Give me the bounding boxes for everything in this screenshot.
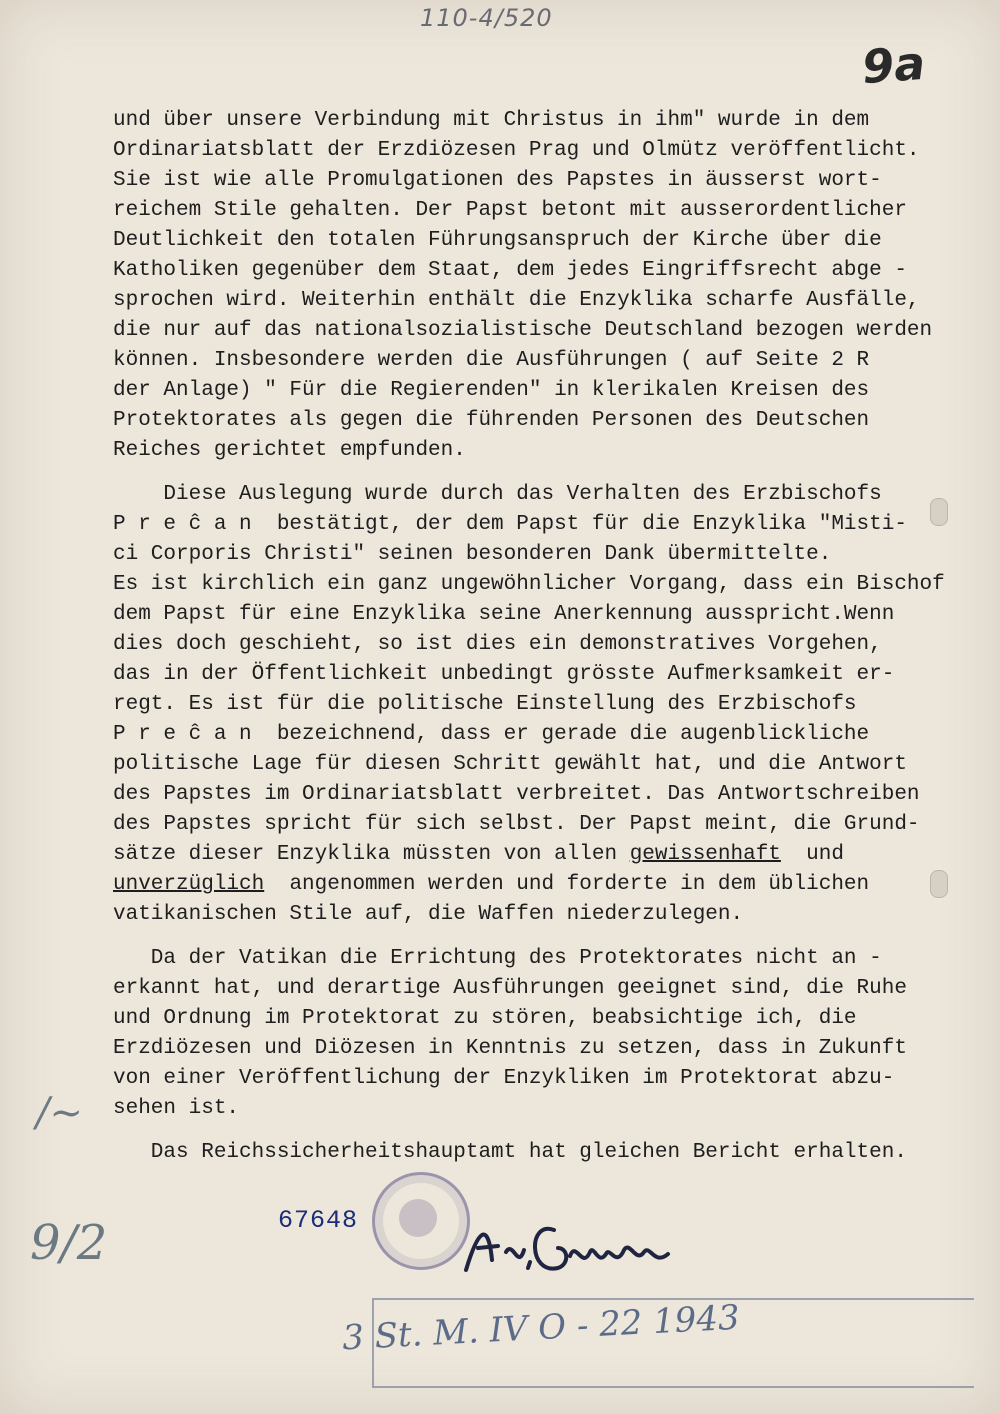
text-line: die nur auf das nationalsozialistische Deutschland bezogen werden: [113, 319, 933, 342]
paragraph-4: [113, 1138, 933, 1168]
paragraph-2: [113, 480, 945, 930]
text-line: von einer Veröffentlichung der Enzykliken im Protektorat abzu-: [113, 1067, 895, 1090]
text-line: Erzdiözesen und Diözesen in Kenntnis zu setzen, dass in Zukunft: [113, 1037, 907, 1060]
text-line: P r e ĉ a n bestätigt, der dem Papst für die Enzyklika "Misti-: [113, 513, 907, 536]
text-line: Das Reichssicherheitshauptamt hat gleichen Bericht erhalten.: [113, 1141, 907, 1164]
text-line: P r e ĉ a n bezeichnend, dass er gerade die augenblickliche: [113, 723, 870, 746]
registration-number-stamp: 67648: [278, 1206, 359, 1235]
paragraph-3: [113, 944, 933, 1124]
text-line: Reiches gerichtet empfunden.: [113, 439, 466, 462]
text-line: und über unsere Verbindung mit Christus in ihm" wurde in dem: [113, 109, 870, 132]
text-line: des Papstes spricht für sich selbst. Der Papst meint, die Grund-: [113, 813, 920, 836]
text-line: ci Corporis Christi" seinen besonderen Dank übermittelte.: [113, 543, 832, 566]
folio-number: 9a: [860, 35, 927, 95]
text-line: dies doch geschieht, so ist dies ein demonstratives Vorgehen,: [113, 633, 882, 656]
text-line: Diese Auslegung wurde durch das Verhalten des Erzbischofs: [113, 483, 882, 506]
text-line: des Papstes im Ordinariatsblatt verbreitet. Das Antwortschreiben: [113, 783, 920, 806]
margin-pencil-mark: 9/2: [30, 1215, 108, 1271]
handwritten-signature: [458, 1200, 688, 1295]
text-line: dem Papst für eine Enzyklika seine Anerkennung ausspricht.Wenn: [113, 603, 895, 626]
text-line: Deutlichkeit den totalen Führungsanspruch der Kirche über die: [113, 229, 882, 252]
text-line: politische Lage für diesen Schritt gewählt hat, und die Antwort: [113, 753, 907, 776]
letter-body: [113, 106, 945, 1182]
text-line: das in der Öffentlichkeit unbedingt grösste Aufmerksamkeit er-: [113, 663, 895, 686]
margin-pencil-mark: /~: [36, 1090, 83, 1136]
text-line: unverzüglich angenommen werden und forderte in dem üblichen: [113, 873, 870, 896]
text-line: sätze dieser Enzyklika müssten von allen gewissenhaft und: [113, 843, 844, 866]
text-line: reichem Stile gehalten. Der Papst betont mit ausserordentlicher: [113, 199, 907, 222]
text-line: vatikanischen Stile auf, die Waffen niederzulegen.: [113, 903, 744, 926]
underlined-word: gewissenhaft: [629, 843, 781, 866]
text-line: und Ordnung im Protektorat zu stören, beabsichtige ich, die: [113, 1007, 857, 1030]
text-line: der Anlage) " Für die Regierenden" in klerikalen Kreisen des: [113, 379, 870, 402]
archive-reference: 110-4/520: [420, 4, 553, 32]
text-line: Sie ist wie alle Promulgationen des Papstes in äusserst wort-: [113, 169, 882, 192]
text-line: Katholiken gegenüber dem Staat, dem jedes Eingriffsrecht abge -: [113, 259, 907, 282]
text-line: Es ist kirchlich ein ganz ungewöhnlicher Vorgang, dass ein Bischof: [113, 573, 945, 596]
text-line: Da der Vatikan die Errichtung des Protektorates nicht an -: [113, 947, 882, 970]
text-line: Ordinariatsblatt der Erzdiözesen Prag und Olmütz veröffentlicht.: [113, 139, 920, 162]
text-line: sprochen wird. Weiterhin enthält die Enzyklika scharfe Ausfälle,: [113, 289, 920, 312]
show-through-text: [560, 58, 572, 98]
underlined-word: unverzüglich: [113, 873, 265, 896]
text-line: regt. Es ist für die politische Einstellung des Erzbischofs: [113, 693, 857, 716]
text-line: erkannt hat, und derartige Ausführungen geeignet sind, die Ruhe: [113, 977, 907, 1000]
paragraph-1: [113, 106, 933, 466]
signature-graphic: [458, 1200, 688, 1290]
filing-stamp-text: 3 St. M. IV O - 22 1943: [341, 1297, 741, 1359]
text-line: Protektorates als gegen die führenden Personen des Deutschen: [113, 409, 870, 432]
text-line: sehen ist.: [113, 1097, 240, 1120]
text-line: können. Insbesondere werden die Ausführungen ( auf Seite 2 R: [113, 349, 870, 372]
round-seal-stamp: [372, 1172, 470, 1270]
